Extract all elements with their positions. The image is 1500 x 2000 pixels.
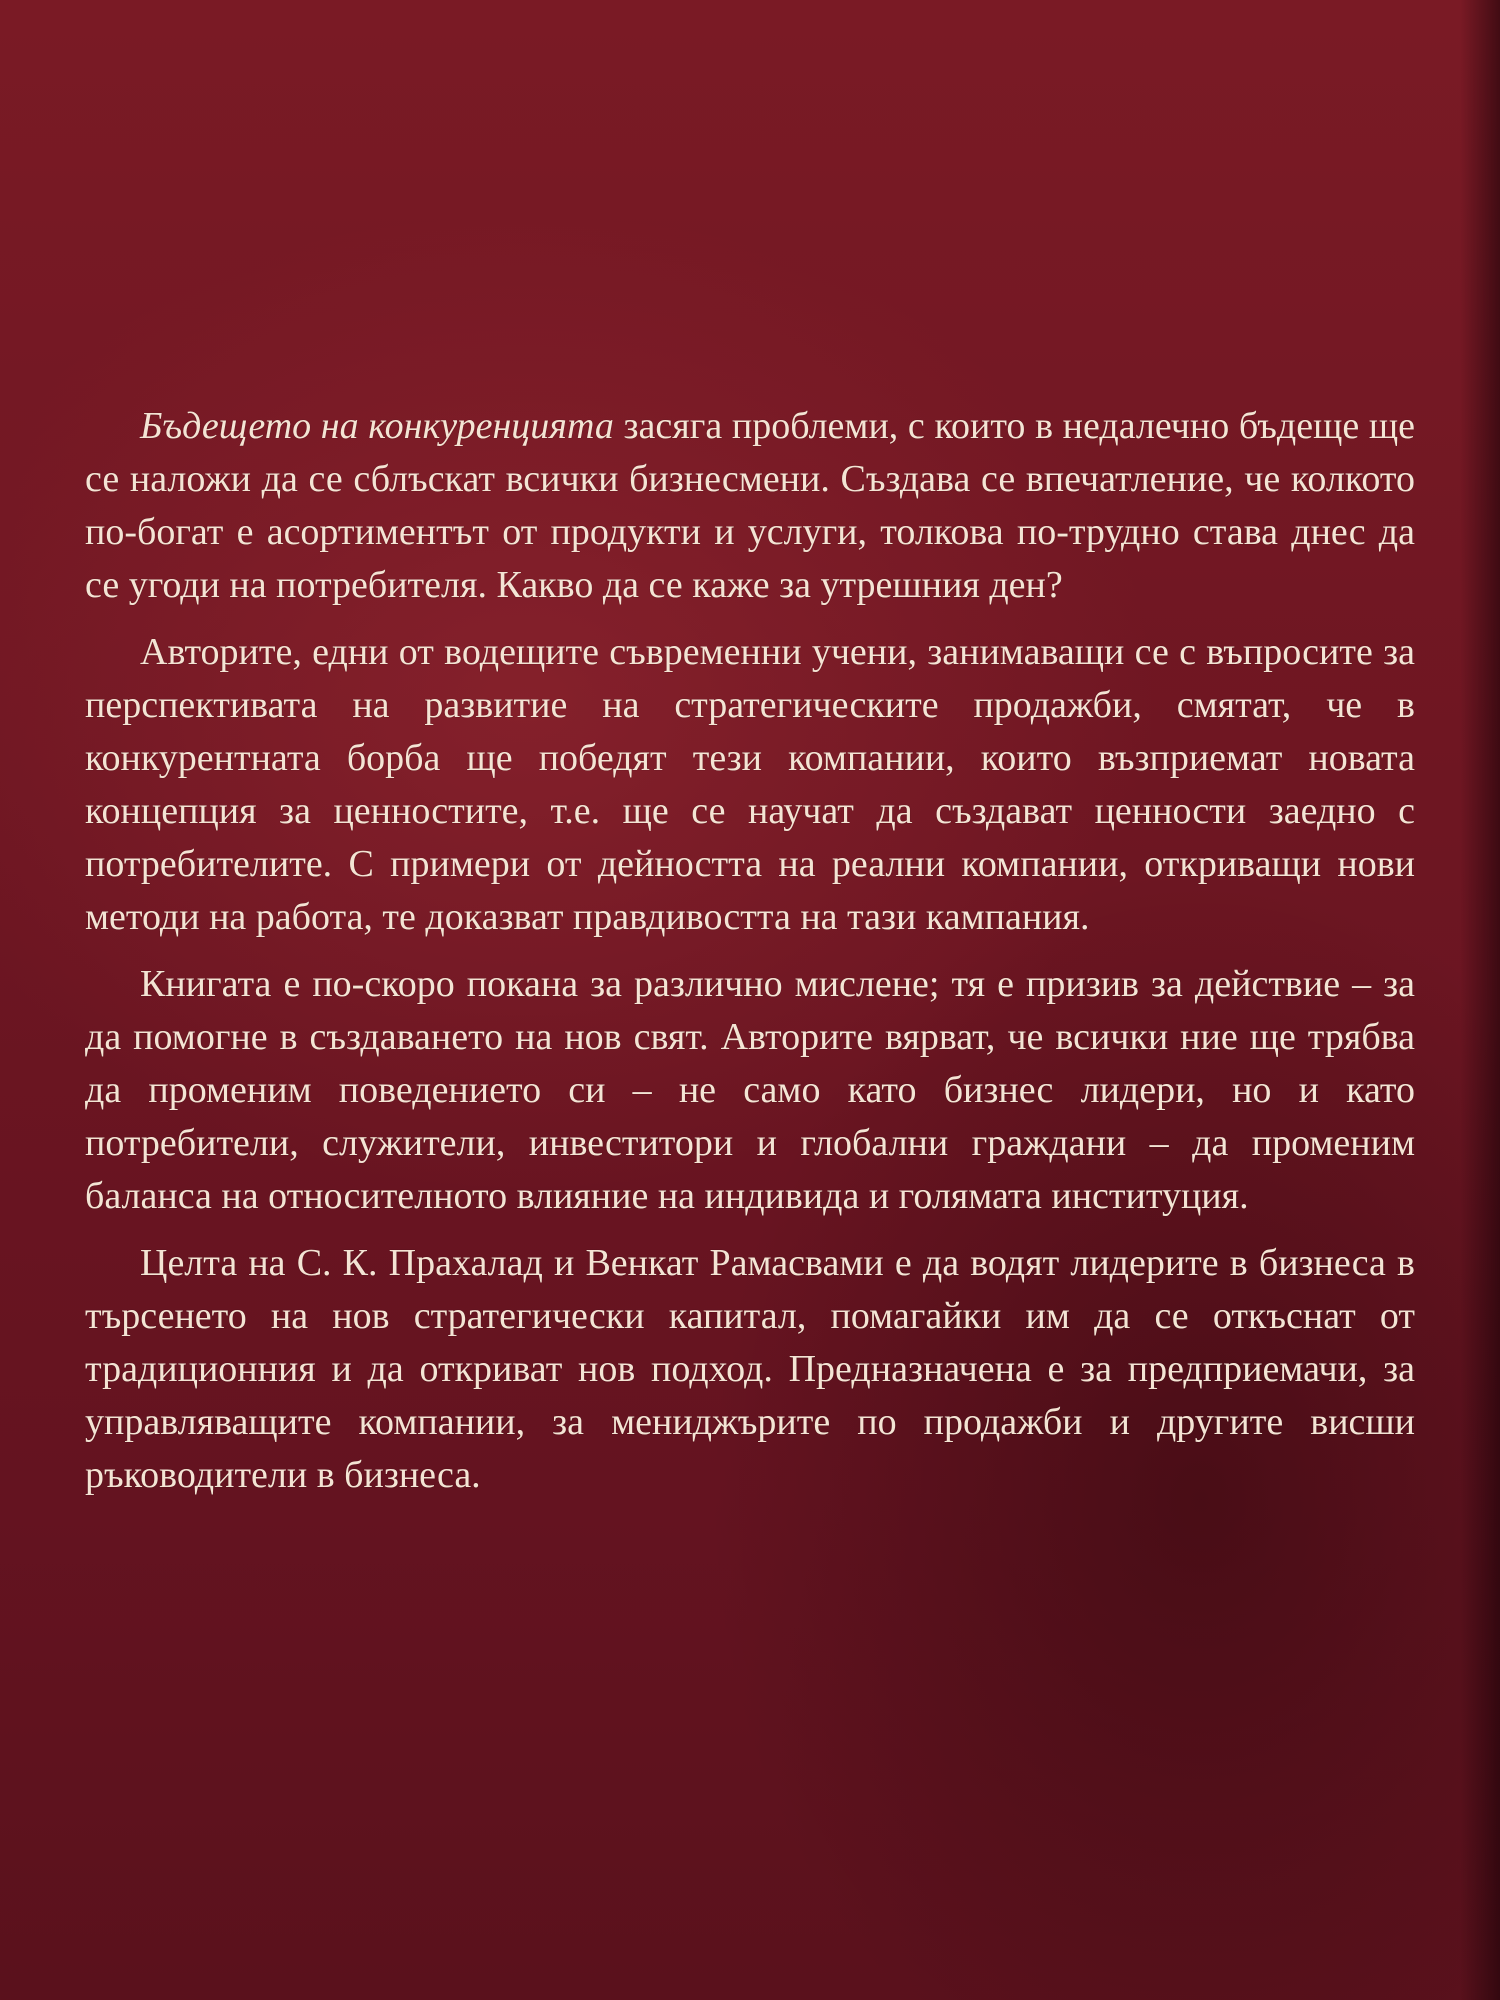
blurb-paragraph-4: Целта на С. К. Прахалад и Венкат Рамасвами е да водят лидерите в бизнеса в търсенето на нов стратегически капитал, помагайки им да се откъснат от традиционния и да откриват нов подход. Предназначена е за предприемачи, за управляващите компании, за мениджърите по продажби и другите висши ръководители в бизнеса. [85, 1242, 1415, 1496]
blurb-text [85, 400, 1415, 1516]
blurb-paragraph-1-text: засяга проблеми, с които в недалечно бъдеще ще се наложи да се сблъскат всички бизнесмени. Създава се впечатление, че колкото по-богат е асортиментът от продукти и услуги, толкова по-трудно става днес да се угоди на потребителя. Какво да се каже за утрешния ден? [85, 405, 1416, 606]
blurb-paragraph-2: Авторите, едни от водещите съвременни учени, занимаващи се с въпросите за перспективата на развитие на стратегическите продажби, смятат, че в конкурентната борба ще победят тези компании, които възприемат новата концепция за ценностите, т.е. ще се научат да създават ценности заедно с потребителите. С примери от дейността на реални компании, откриващи нови методи на работа, те доказват правдивостта на тази кампания. [85, 631, 1415, 938]
cover-edge-shadow [1460, 0, 1500, 2000]
book-title-italic: Бъдещето на конкуренцията [140, 405, 614, 447]
blurb-paragraph-1 [85, 400, 1415, 612]
blurb-paragraph-3: Книгата е по-скоро покана за различно мислене; тя е призив за действие – за да помогне в създаването на нов свят. Авторите вярват, че всички ние ще трябва да променим поведението си – не само като бизнес лидери, но и като потребители, служители, инвеститори и глобални граждани – да променим баланса на относителното влияние на индивида и голямата институция. [85, 963, 1415, 1217]
